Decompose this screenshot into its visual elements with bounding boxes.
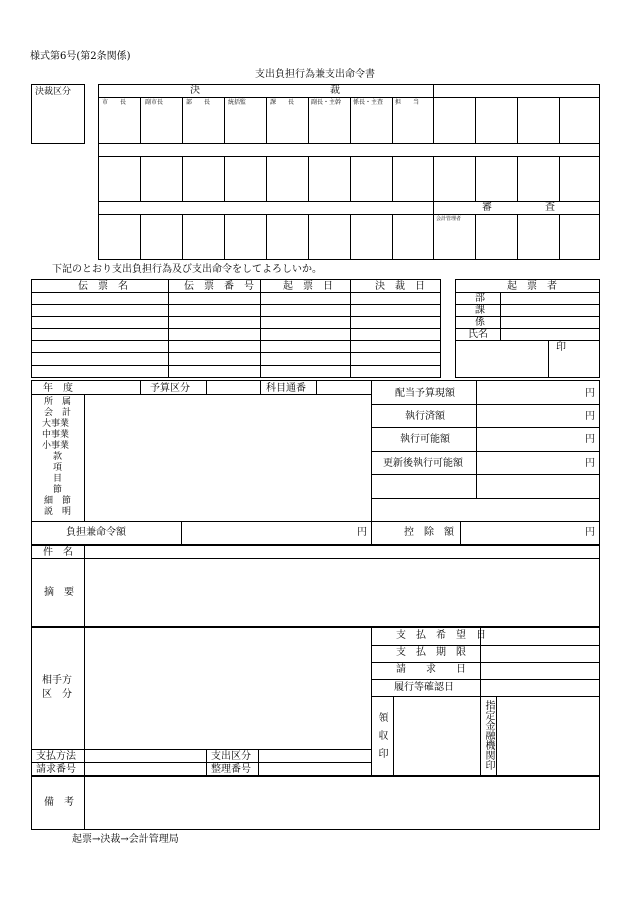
payment-method-label: 支払方法 [36, 751, 76, 762]
category-affiliation: 所 属 [44, 397, 72, 407]
subject-label: 件 名 [43, 547, 73, 558]
yen-unit-6: 円 [585, 527, 595, 538]
category-kan: 款 [53, 452, 63, 462]
drafter-seal: 印 [556, 342, 566, 353]
counterparty-label-line2: 区 分 [42, 689, 72, 700]
header-decision-date: 決 裁 日 [375, 281, 425, 292]
decision-section-label: 決裁区分 [35, 87, 72, 97]
workflow-note: 起票→決裁→会計管理局 [72, 834, 179, 845]
invoice-number-label: 請求番号 [36, 764, 76, 775]
category-minor-project: 小事業 [42, 441, 70, 451]
burden-order-amount-label: 負担兼命令額 [66, 527, 126, 538]
yen-unit-5: 円 [357, 527, 367, 538]
deduction-label: 控 除 額 [404, 527, 454, 538]
role-staff: 担 当 [395, 99, 420, 106]
designated-bank-label: 指定金融機関印 [483, 700, 494, 770]
allocated-budget-label: 配当予算現額 [395, 388, 455, 399]
category-mid-project: 中事業 [42, 430, 70, 440]
shinsa-label-left: 審 [482, 202, 492, 213]
executable-amount-label: 執行可能額 [400, 434, 450, 445]
drafter-unit: 係 [475, 317, 485, 328]
executed-amount-label: 執行済額 [405, 411, 445, 422]
kessai-label-left: 決 [190, 85, 200, 96]
reference-number-label: 整理番号 [211, 764, 251, 775]
header-voucher-name: 伝 票 名 [78, 281, 128, 292]
accounting-manager-label: 会計管理者 [436, 216, 462, 222]
category-accounting: 会 計 [44, 408, 72, 418]
category-description: 説 明 [44, 507, 72, 517]
role-mayor: 市 長 [102, 99, 127, 106]
drafter-name: 氏名 [468, 329, 488, 340]
remarks-label: 備 考 [44, 797, 74, 808]
form-number: 様式第6号(第2条関係) [30, 51, 131, 62]
drafter-title: 起 票 者 [507, 281, 557, 292]
role-chief: 係長・主査 [353, 99, 384, 106]
yen-unit-1: 円 [585, 388, 595, 399]
updated-executable-label: 更新後執行可能額 [383, 458, 463, 469]
summary-label: 摘 要 [44, 587, 74, 598]
yen-unit-3: 円 [585, 434, 595, 445]
budget-class-label: 予算区分 [150, 383, 190, 394]
header-voucher-number: 伝 票 番 号 [184, 281, 254, 292]
receipt-seal-label: 領収印 [376, 712, 387, 766]
performance-confirm-date-label: 履行等確認日 [394, 682, 454, 693]
invoice-date-label: 請 求 日 [396, 664, 466, 675]
page-title: 支出負担行為兼支出命令書 [255, 69, 375, 80]
category-major-project: 大事業 [42, 419, 70, 429]
role-section-chief: 課 長 [270, 99, 295, 106]
role-vice-mayor: 副市長 [145, 99, 164, 106]
drafter-department: 部 [475, 293, 485, 304]
payment-deadline-label: 支 払 期 限 [396, 647, 466, 658]
yen-unit-4: 円 [585, 458, 595, 469]
role-deputy: 副長・主幹 [311, 99, 342, 106]
category-kou: 項 [53, 463, 63, 473]
category-moku: 目 [53, 474, 63, 484]
decision-grid [98, 84, 600, 260]
role-director: 部 長 [186, 99, 211, 106]
year-label: 年 度 [43, 383, 73, 394]
remarks-box [31, 776, 600, 830]
desired-payment-date-label: 支 払 希 望 日 [396, 630, 486, 641]
drafter-section: 課 [475, 305, 485, 316]
role-supervisor: 統括監 [228, 99, 247, 106]
kessai-label-right: 裁 [330, 85, 340, 96]
expense-class-label: 支出区分 [211, 751, 251, 762]
counterparty-label-line1: 相手方 [42, 675, 72, 686]
request-text: 下記のとおり支出負担行為及び支出命令をしてよろしいか。 [52, 264, 322, 275]
yen-unit-2: 円 [585, 411, 595, 422]
header-issue-date: 起 票 日 [283, 281, 333, 292]
shinsa-label-right: 査 [545, 202, 555, 213]
account-number-label: 科目通番 [266, 383, 306, 394]
category-subsection: 細 節 [44, 496, 72, 506]
counterparty-box [31, 627, 600, 776]
category-setsu: 節 [53, 485, 63, 495]
